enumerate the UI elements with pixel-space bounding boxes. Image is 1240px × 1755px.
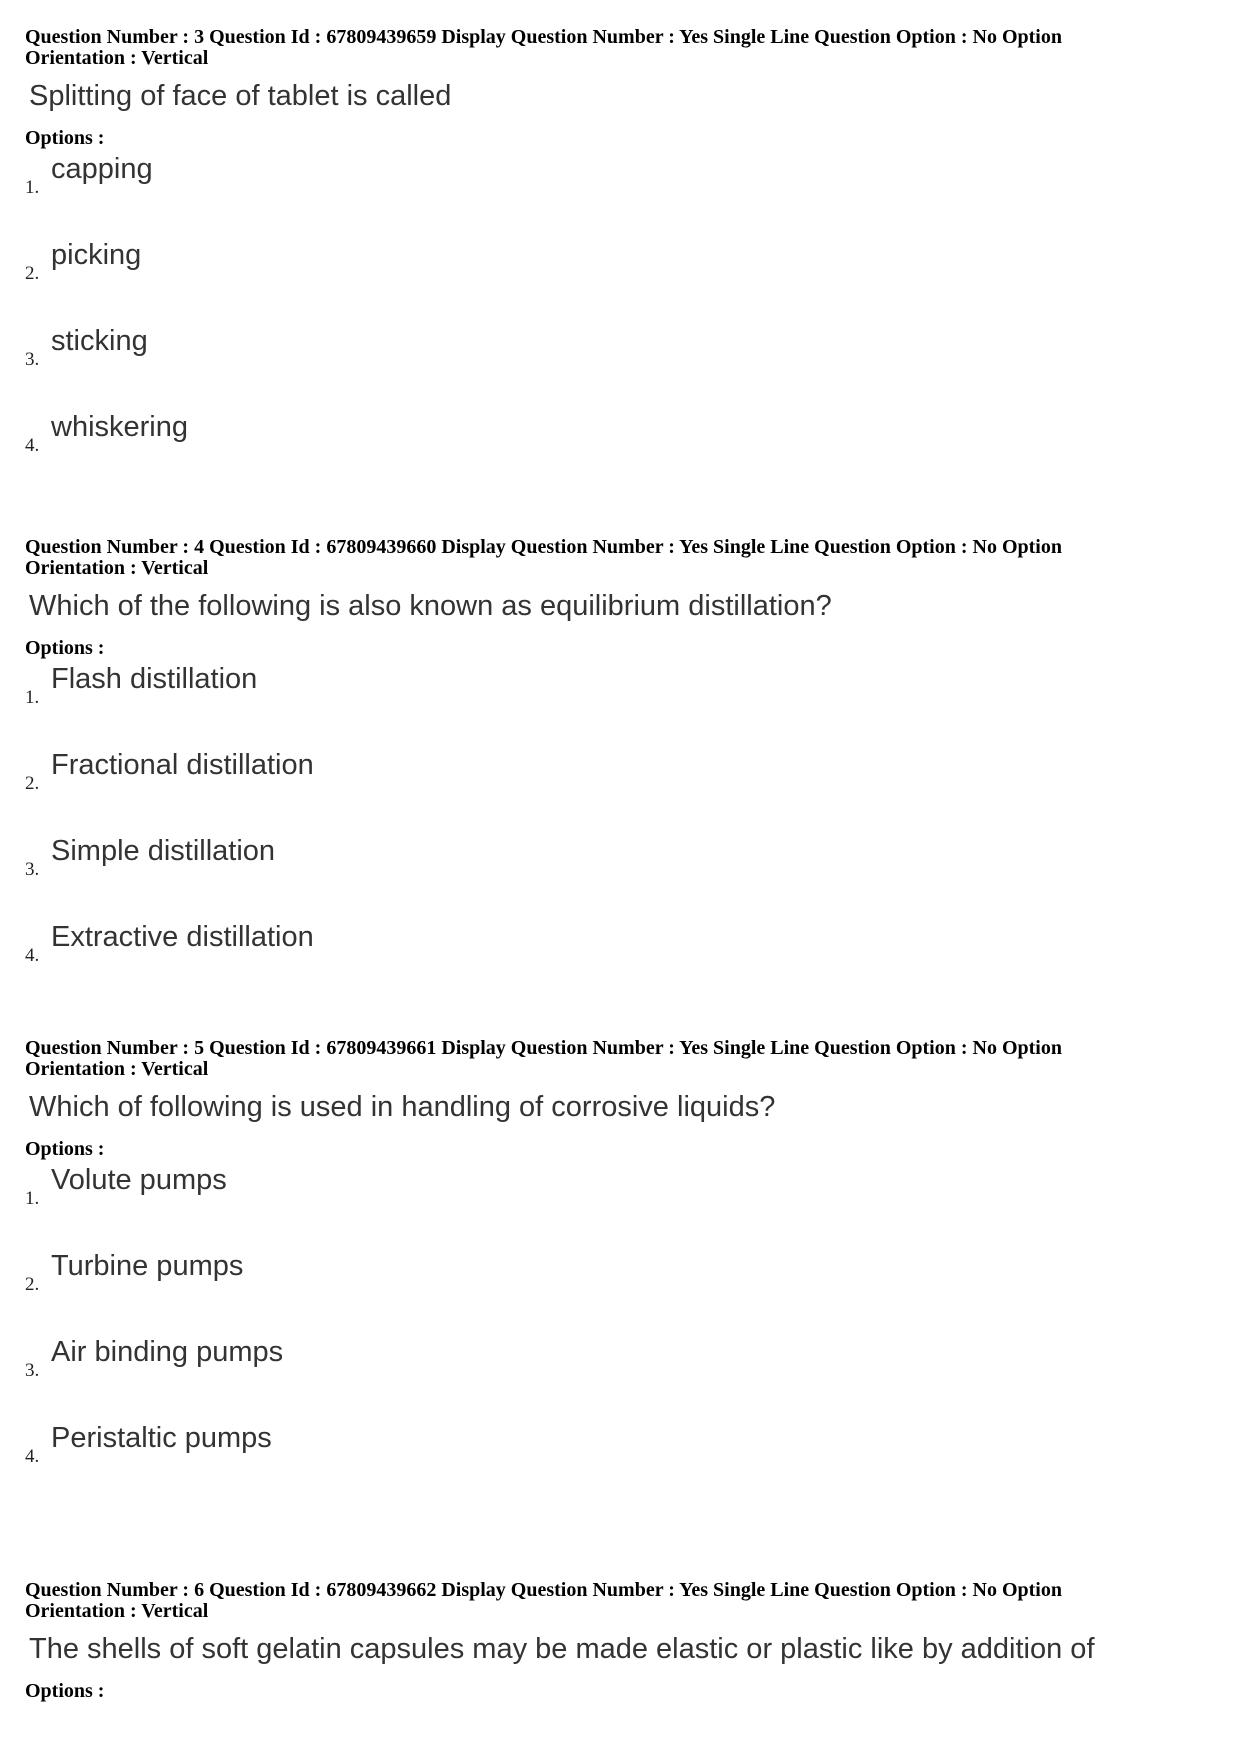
question-block-3 [25,27,1205,493]
question-meta-line1: Question Number : 4 Question Id : 67809439660 Display Question Number : Yes Single Line Question Option : No Option [25,536,1062,558]
options-list [25,1160,1205,1504]
option-number: 2. [25,1274,40,1295]
question-text: Which of the following is also known as equilibrium distillation? [29,590,832,622]
question-meta [25,537,1165,579]
option-number: 1. [25,1188,40,1209]
question-meta [25,27,1165,69]
option-number: 1. [25,687,40,708]
option-text: Simple distillation [51,835,276,867]
option-number: 4. [25,435,40,456]
question-text: Which of following is used in handling of corrosive liquids? [29,1091,776,1123]
option-text: sticking [51,325,148,357]
options-label: Options : [25,637,105,659]
option-number: 3. [25,349,40,370]
question-meta-line2: Orientation : Vertical [25,1058,209,1080]
option-text: picking [51,239,142,271]
options-list [25,659,1205,1003]
option-number: 4. [25,945,40,966]
option-text: whiskering [51,411,188,443]
option-number: 1. [25,177,40,198]
question-text: Splitting of face of tablet is called [29,80,452,112]
option-text: Fractional distillation [51,749,314,781]
option-item [25,1418,1205,1504]
option-text: Volute pumps [51,1164,227,1196]
option-text: Turbine pumps [51,1250,244,1282]
question-block-5 [25,1038,1205,1504]
option-number: 4. [25,1446,40,1467]
option-item [25,1246,1205,1332]
option-text: Peristaltic pumps [51,1422,272,1454]
question-meta-line2: Orientation : Vertical [25,1600,209,1622]
question-block-4 [25,537,1205,1003]
option-item [25,407,1205,493]
options-label: Options : [25,1138,105,1160]
question-meta-line1: Question Number : 6 Question Id : 67809439662 Display Question Number : Yes Single Line Question Option : No Option [25,1579,1062,1601]
question-meta [25,1580,1165,1622]
option-text: Air binding pumps [51,1336,284,1368]
option-item [25,321,1205,407]
option-number: 3. [25,1360,40,1381]
option-item [25,1332,1205,1418]
option-item [25,149,1205,235]
option-item [25,659,1205,745]
option-text: Extractive distillation [51,921,314,953]
question-meta-line1: Question Number : 5 Question Id : 67809439661 Display Question Number : Yes Single Line Question Option : No Option [25,1037,1062,1059]
options-label: Options : [25,1680,105,1702]
option-item [25,745,1205,831]
question-meta-line2: Orientation : Vertical [25,557,209,579]
option-number: 2. [25,263,40,284]
question-block-6 [25,1580,1205,1702]
question-text: The shells of soft gelatin capsules may be made elastic or plastic like by addition of [29,1633,1095,1665]
option-item [25,831,1205,917]
option-number: 2. [25,773,40,794]
option-item [25,1160,1205,1246]
question-meta-line2: Orientation : Vertical [25,47,209,69]
options-list [25,149,1205,493]
option-text: capping [51,153,153,185]
question-meta-line1: Question Number : 3 Question Id : 67809439659 Display Question Number : Yes Single Line Question Option : No Option [25,26,1062,48]
option-number: 3. [25,859,40,880]
options-label: Options : [25,127,105,149]
option-item [25,235,1205,321]
option-text: Flash distillation [51,663,258,695]
option-item [25,917,1205,1003]
question-meta [25,1038,1165,1080]
